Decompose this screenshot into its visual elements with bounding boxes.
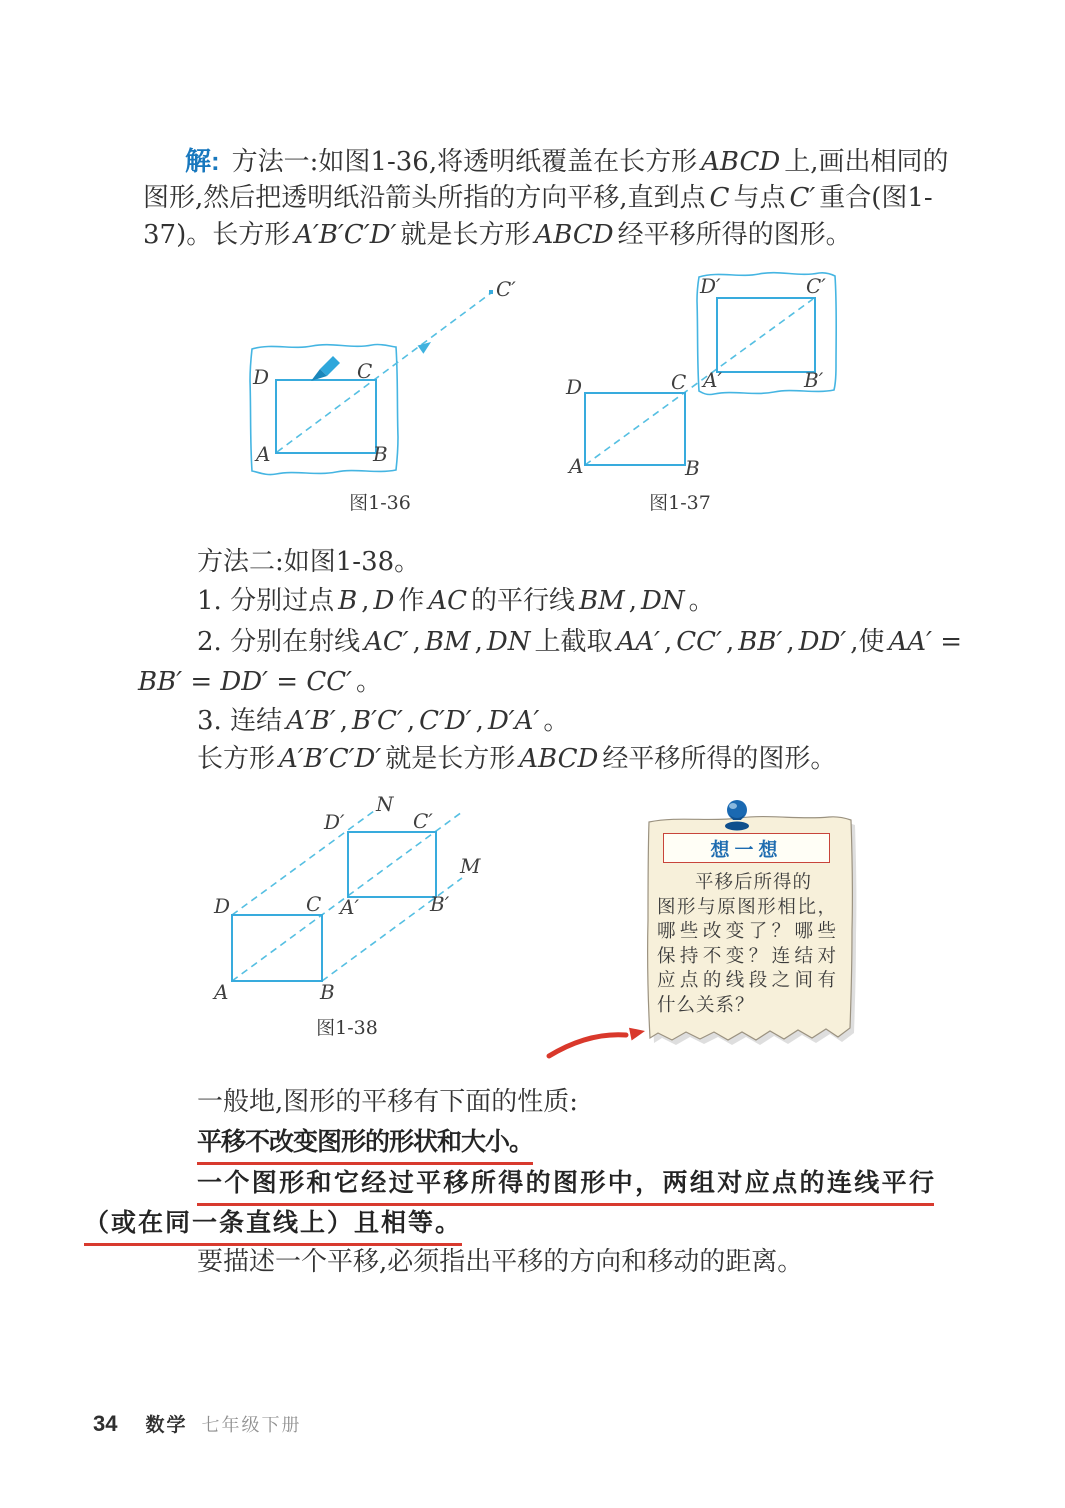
point-label-d: D [566, 375, 583, 399]
footer-volume: 七年级下册 [201, 1415, 302, 1435]
note-body [657, 871, 837, 1019]
figure-caption: 图1-36 [349, 492, 411, 514]
property-rule-1: 平移不改变图形的形状和大小。 [197, 1127, 533, 1165]
rect-a-prime-b-prime-c-prime-d-prime [348, 832, 436, 897]
figure-1-36 [240, 268, 540, 518]
point-label-m: M [460, 854, 481, 878]
note-text-line: 哪些改变了？哪些 [657, 921, 837, 943]
note-title: 想一想 [663, 833, 830, 863]
note-text-line: 保持不变？连结对 [657, 945, 837, 967]
point-label-n: N [376, 792, 394, 816]
arrowhead [418, 342, 431, 354]
method2-line: 方法二:如图1-38。 [197, 547, 421, 577]
method2-step-3: 3. 连结 A′B′ , B′C′ , C′D′ , D′A′ 。 [197, 706, 570, 736]
point-label-d-prime: D′ [324, 810, 345, 834]
solution-line: 图形,然后把透明纸沿箭头所指的方向平移,直到点 C 与点 C′ 重合(图1- [143, 183, 933, 213]
point-label-c-prime: C′ [413, 809, 433, 833]
point-label-a: A [214, 980, 229, 1004]
point-label-a: A [569, 454, 584, 478]
point-label-b: B [373, 442, 388, 466]
method2-conclusion: 长方形 A′B′C′D′ 就是长方形 ABCD 经平移所得的图形。 [197, 744, 837, 774]
point-label-b: B [320, 980, 335, 1004]
figure-1-37 [560, 258, 860, 510]
note-text-line: 应点的线段之间有 [657, 970, 837, 992]
point-label-d: D [214, 894, 231, 918]
footer-subject: 数学 [145, 1415, 188, 1436]
point-label-c: C [306, 892, 322, 916]
note-text-line: 平移后所得的 [695, 872, 813, 893]
point-label-c-prime: C′ [806, 274, 826, 298]
solution-line: 37)。长方形 A′B′C′D′ 就是长方形 ABCD 经平移所得的图形。 [143, 220, 852, 250]
point-label-d-prime: D′ [700, 274, 721, 298]
page-number: 34 [93, 1411, 118, 1436]
point-label-d: D [253, 365, 270, 389]
red-arrow-icon [540, 1015, 655, 1070]
figure-caption: 图1-37 [649, 492, 711, 514]
point-label-a-prime: A′ [703, 368, 722, 392]
page-footer [93, 1410, 302, 1437]
note-text-line: 图形与原图形相比， [657, 896, 837, 918]
note-text-line: 什么关系？ [657, 994, 755, 1016]
properties-closing: 要描述一个平移,必须指出平移的方向和移动的距离。 [197, 1247, 804, 1277]
property-rule-2-line-1: 一个图形和它经过平移所得的图形中，两组对应点的连线平行 [197, 1168, 934, 1206]
point-label-a-prime: A′ [340, 895, 359, 919]
point-label-b-prime: B′ [804, 368, 824, 392]
method2-step-1: 1. 分别过点 B , D 作 AC 的平行线 BM , DN 。 [197, 586, 715, 616]
point-label-b: B [685, 456, 700, 480]
figure-caption: 图1-38 [316, 1017, 378, 1039]
pushpin-icon [725, 800, 749, 831]
figure-1-38 [180, 785, 485, 1015]
solution-line: 解: 方法一:如图1-36,将透明纸覆盖在长方形 ABCD 上,画出相同的 [185, 146, 949, 177]
point-label-b-prime: B′ [430, 892, 450, 916]
method2-step-2-continued: BB′ = DD′ = CC′ 。 [138, 667, 383, 697]
point-label-a: A [256, 442, 271, 466]
properties-intro: 一般地,图形的平移有下面的性质: [197, 1087, 579, 1117]
point-label-c: C [357, 359, 373, 383]
method2-step-2: 2. 分别在射线 AC′ , BM , DN 上截取 AA′ , CC′ , BB′ , DD′ ,使 AA′ = [197, 627, 963, 657]
property-rule-2-line-2: （或在同一条直线上）且相等。 [84, 1208, 462, 1246]
point-label-c-prime: C′ [496, 277, 516, 301]
point-label-c: C [671, 370, 687, 394]
point-c-prime-dot [489, 290, 493, 294]
